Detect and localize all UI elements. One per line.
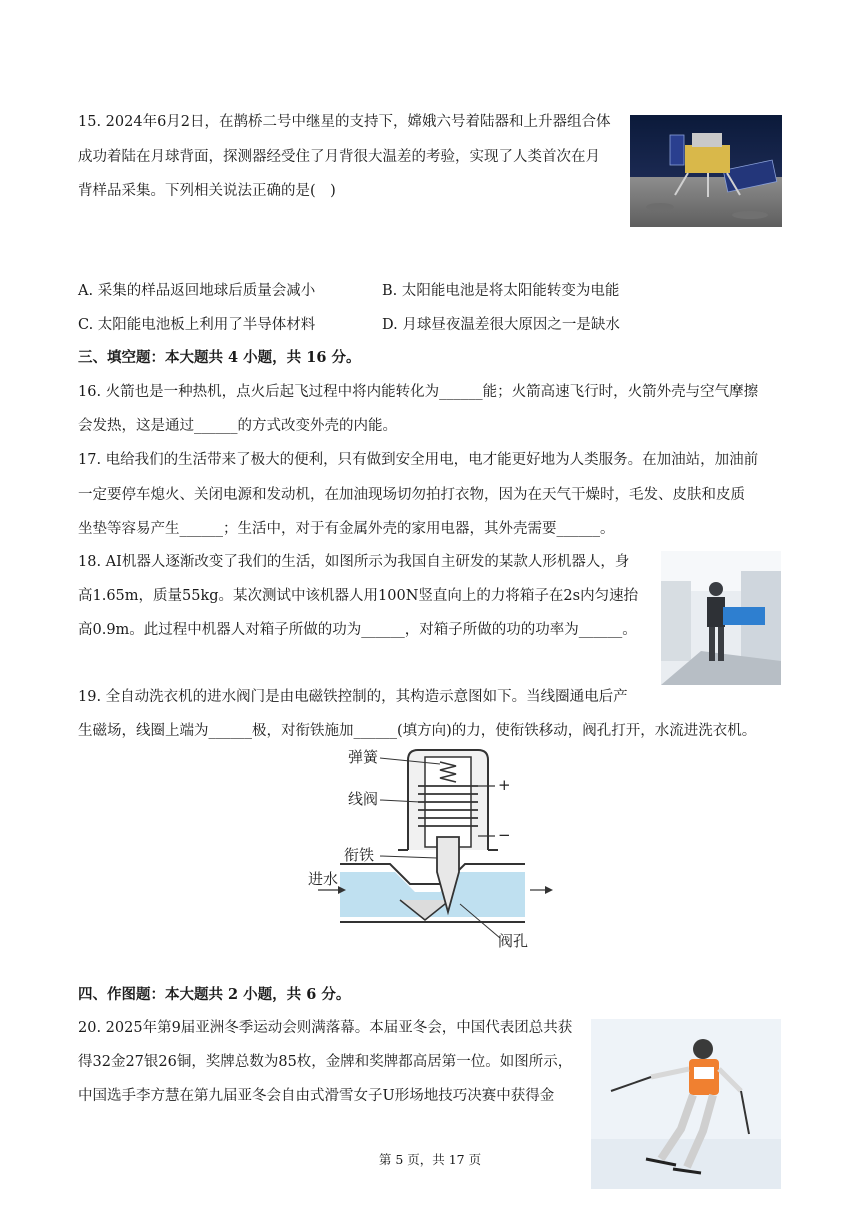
- q16-line-2: 会发热，这是通过______的方式改变外壳的内能。: [78, 418, 397, 434]
- q20-line-1: 20. 2025年第9届亚洲冬季运动会则满落幕。本届亚冬会，中国代表团总共获: [78, 1020, 573, 1036]
- label-hole: 阀孔: [498, 932, 529, 950]
- q15-option-d: D. 月球昼夜温差很大原因之一是缺水: [382, 317, 620, 333]
- q20-line-3: 中国选手李方慧在第九届亚冬会自由式滑雪女子U形场地技巧决赛中获得金: [78, 1088, 555, 1104]
- q15-option-c: C. 太阳能电池板上利用了半导体材料: [78, 317, 316, 333]
- q17-line-3: 坐垫等容易产生______；生活中，对于有金属外壳的家用电器，其外壳需要______。: [78, 521, 615, 537]
- q18-line-2: 高1.65m，质量55kg。某次测试中该机器人用100N竖直向上的力将箱子在2s内匀速抬: [78, 588, 639, 604]
- label-armature: 衔铁: [344, 846, 375, 864]
- q18-line-3: 高0.9m。此过程中机器人对箱子所做的功为______，对箱子所做的功的功率为______。: [78, 622, 637, 638]
- q15-line-1: 15. 2024年6月2日，在鹊桥二号中继星的支持下，嫦娥六号着陆器和上升器组合体: [78, 114, 611, 130]
- q20-line-2: 得32金27银26铜，奖牌总数为85枚，金牌和奖牌都高居第一位。如图所示，: [78, 1054, 573, 1070]
- q15-option-a: A. 采集的样品返回地球后质量会减小: [78, 283, 316, 299]
- q19-line-1: 19. 全自动洗衣机的进水阀门是由电磁铁控制的，其构造示意图如下。当线圈通电后产: [78, 689, 628, 705]
- q15-line-2: 成功着陆在月球背面，探测器经受住了月背很大温差的考验，实现了人类首次在月: [78, 149, 600, 165]
- section-3-title: 三、填空题：本大题共 4 小题，共 16 分。: [78, 349, 361, 366]
- page-footer: 第 5 页，共 17 页: [378, 1152, 482, 1167]
- lunar-lander-image: [630, 115, 782, 227]
- label-inlet: 进水: [308, 870, 339, 888]
- label-minus: −: [498, 826, 511, 844]
- label-plus: +: [498, 776, 511, 794]
- solenoid-valve-diagram: [300, 742, 560, 952]
- label-coil: 线阀: [348, 790, 379, 808]
- q18-line-1: 18. AI机器人逐渐改变了我们的生活，如图所示为我国自主研发的某款人形机器人，身: [78, 554, 630, 570]
- q17-line-2: 一定要停车熄火、关闭电源和发动机，在加油现场切勿拍打衣物，因为在天气干燥时，毛发、皮肤和皮质: [78, 487, 745, 503]
- q17-line-1: 17. 电给我们的生活带来了极大的便利，只有做到安全用电，电才能更好地为人类服务。在加油站，加油前: [78, 452, 759, 468]
- q16-line-1: 16. 火箭也是一种热机，点火后起飞过程中将内能转化为______能；火箭高速飞行时，火箭外壳与空气摩擦: [78, 384, 759, 400]
- q15-line-3: 背样品采集。下列相关说法正确的是( ): [78, 183, 336, 199]
- label-spring: 弹簧: [348, 748, 379, 766]
- humanoid-robot-image: [661, 551, 781, 685]
- q19-line-2: 生磁场，线圈上端为______极，对衔铁施加______(填方向)的力，使衔铁移动，阀孔打开，水流进洗衣机。: [78, 723, 757, 739]
- q15-option-b: B. 太阳能电池是将太阳能转变为电能: [382, 283, 620, 299]
- section-4-title: 四、作图题：本大题共 2 小题，共 6 分。: [78, 986, 351, 1003]
